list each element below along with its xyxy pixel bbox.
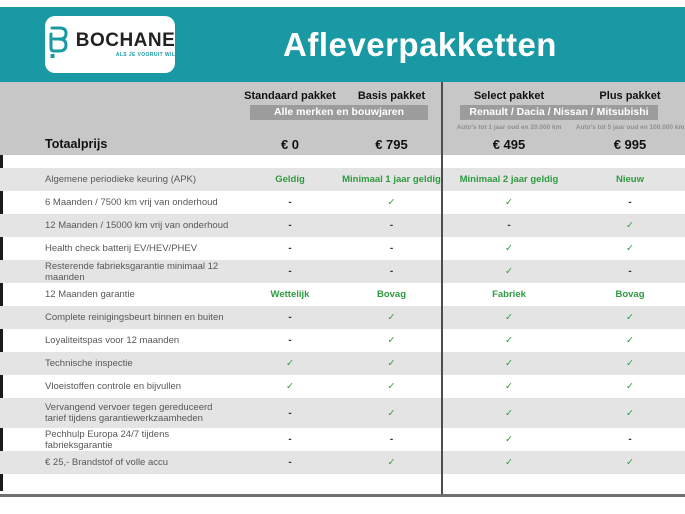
- feature-row: [0, 260, 685, 283]
- feature-label: 12 Maanden / 15000 km vrij van onderhoud: [45, 220, 229, 231]
- check-icon: ✓: [286, 381, 294, 392]
- dash-value: -: [389, 266, 394, 277]
- dash-value: -: [628, 434, 632, 445]
- page-title: Afleverpakketten: [283, 25, 557, 63]
- column-basis-pakket: Basis pakket: [357, 90, 426, 102]
- brand-tagline: ALS JE VOORUIT WIL: [115, 52, 176, 58]
- feature-row: [0, 451, 685, 474]
- dash-value: -: [389, 220, 394, 231]
- feature-value: Wettelijk: [270, 289, 310, 300]
- check-icon: ✓: [505, 457, 513, 468]
- feature-row: [0, 352, 685, 375]
- dash-value: -: [288, 243, 292, 254]
- column-plus-pakket: Plus pakket: [599, 90, 661, 102]
- dash-value: -: [389, 243, 394, 254]
- dash-value: -: [628, 266, 632, 277]
- logo-text: [76, 31, 176, 58]
- top-white-strip: [0, 0, 685, 7]
- check-icon: ✓: [387, 457, 396, 468]
- check-icon: ✓: [626, 220, 634, 231]
- header-bar: [0, 7, 685, 82]
- dash-value: -: [288, 407, 292, 419]
- check-icon: ✓: [505, 197, 513, 208]
- package-names-row: [0, 82, 685, 104]
- check-icon: ✓: [626, 381, 634, 392]
- total-price-label: Totaalprijs: [45, 137, 108, 151]
- brand-name: BOCHANE: [75, 30, 176, 51]
- check-icon: ✓: [505, 266, 513, 277]
- feature-row: [0, 214, 685, 237]
- note-plus: Auto's tot 5 jaar oud en 100.000 km: [575, 123, 685, 131]
- check-icon: ✓: [626, 243, 634, 254]
- check-icon: ✓: [505, 335, 513, 346]
- column-notes-row: [0, 121, 685, 133]
- check-icon: ✓: [505, 312, 513, 323]
- feature-label: Health check batterij EV/HEV/PHEV: [45, 243, 198, 254]
- feature-label: 6 Maanden / 7500 km vrij van onderhoud: [45, 197, 218, 208]
- feature-label: Pechhulp Europa 24/7 tijdens fabrieksgarantie: [45, 428, 170, 451]
- dash-value: -: [288, 335, 292, 346]
- price-plus: € 995: [613, 136, 647, 152]
- dash-value: -: [288, 197, 292, 208]
- column-group-divider: [441, 82, 443, 494]
- price-standaard: € 0: [280, 136, 300, 152]
- check-icon: ✓: [505, 243, 513, 254]
- check-icon: ✓: [387, 358, 396, 369]
- feature-row: [0, 191, 685, 214]
- dash-value: -: [288, 434, 292, 445]
- check-icon: ✓: [286, 358, 294, 369]
- total-price-row: [0, 133, 685, 155]
- feature-label: Loyaliteitspas voor 12 maanden: [45, 335, 180, 346]
- header-gap: [0, 155, 685, 168]
- feature-value: Minimaal 2 jaar geldig: [459, 174, 559, 185]
- feature-label: € 25,- Brandstof of volle accu: [45, 457, 169, 468]
- check-icon: ✓: [387, 335, 396, 346]
- feature-row: [0, 306, 685, 329]
- feature-label: 12 Maanden garantie: [45, 289, 135, 300]
- dash-value: -: [507, 220, 511, 231]
- feature-row: [0, 237, 685, 260]
- check-icon: ✓: [626, 335, 634, 346]
- check-icon: ✓: [626, 312, 634, 323]
- check-icon: ✓: [626, 358, 634, 369]
- feature-label: Vervangend vervoer tegen gereduceerd tarief tijdens garantiewerkzaamheden: [45, 402, 213, 424]
- dash-value: -: [628, 197, 632, 208]
- dash-value: -: [389, 434, 394, 445]
- feature-row: [0, 428, 685, 451]
- banner-renault-dacia: Renault / Dacia / Nissan / Mitsubishi: [460, 105, 658, 120]
- table-bottom-border: [0, 494, 685, 497]
- feature-row: [0, 168, 685, 191]
- feature-row: [0, 398, 685, 428]
- price-select: € 495: [492, 136, 526, 152]
- check-icon: ✓: [505, 381, 513, 392]
- feature-label: Complete reinigingsbeurt binnen en buiten: [45, 312, 224, 323]
- check-icon: ✓: [505, 407, 513, 419]
- feature-value: Minimaal 1 jaar geldig: [342, 174, 441, 185]
- feature-label: Resterende fabrieksgarantie minimaal 12 maanden: [45, 260, 219, 283]
- feature-value: Geldig: [275, 174, 305, 185]
- dash-value: -: [288, 220, 292, 231]
- bochane-logo: [45, 16, 175, 73]
- check-icon: ✓: [505, 434, 513, 445]
- feature-value: Bovag: [376, 289, 407, 300]
- feature-row: [0, 329, 685, 352]
- note-select: Auto's tot 1 jaar oud en 20.000 km: [456, 123, 562, 131]
- check-icon: ✓: [387, 381, 396, 392]
- table-header: [0, 82, 685, 155]
- column-select-pakket: Select pakket: [473, 90, 545, 102]
- feature-value: Bovag: [615, 289, 645, 300]
- check-icon: ✓: [626, 457, 634, 468]
- check-icon: ✓: [387, 197, 396, 208]
- column-standaard-pakket: Standaard pakket: [244, 90, 336, 102]
- price-basis: € 795: [375, 136, 408, 152]
- dash-value: -: [288, 457, 292, 468]
- feature-value: Nieuw: [616, 174, 644, 185]
- feature-label: Vloeistoffen controle en bijvullen: [45, 381, 182, 392]
- dash-value: -: [288, 312, 292, 323]
- banner-alle-merken: Alle merken en bouwjaren: [250, 105, 428, 120]
- check-icon: ✓: [387, 312, 396, 323]
- check-icon: ✓: [626, 407, 634, 419]
- feature-rows: [0, 168, 685, 474]
- feature-row: [0, 283, 685, 306]
- feature-row: [0, 375, 685, 398]
- bochane-logo-icon: [45, 24, 71, 65]
- feature-value: Fabriek: [492, 289, 526, 300]
- check-icon: ✓: [505, 358, 513, 369]
- check-icon: ✓: [387, 407, 396, 419]
- feature-label: Algemene periodieke keuring (APK): [45, 174, 197, 185]
- brand-banners-row: [0, 104, 685, 121]
- dash-value: -: [288, 266, 292, 277]
- feature-label: Technische inspectie: [45, 358, 133, 369]
- bottom-white-strip: [0, 474, 685, 491]
